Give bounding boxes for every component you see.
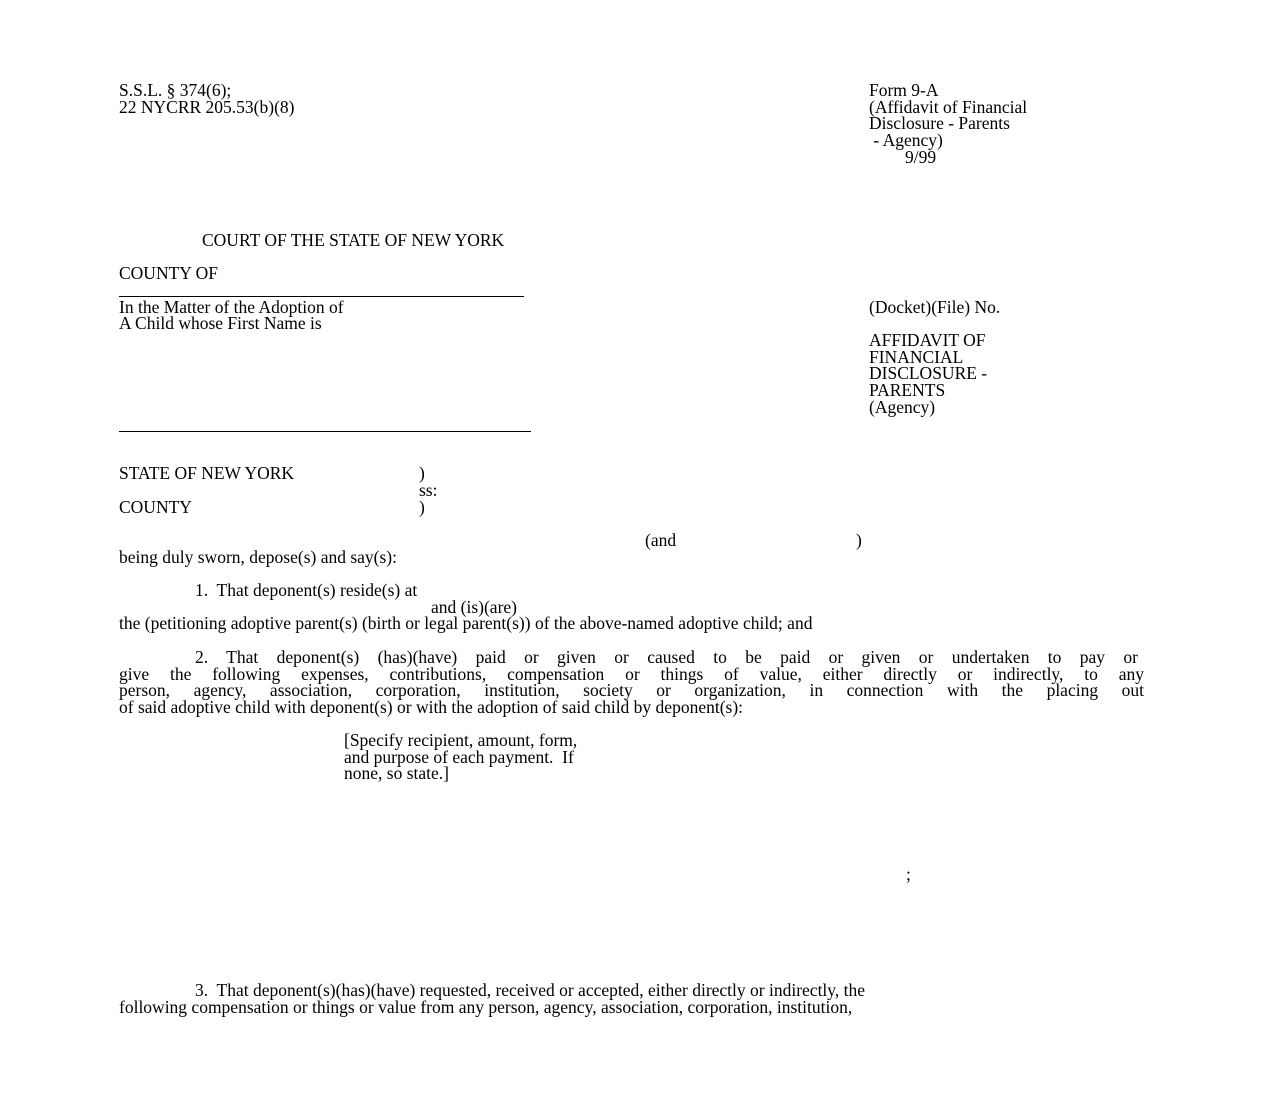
document-title-line: FINANCIAL [869, 347, 964, 367]
form-label-line: Disclosure - Parents [869, 113, 1010, 133]
docket-number-label: (Docket)(File) No. [869, 297, 1001, 317]
form-label-line: - Agency) [869, 130, 943, 150]
venue-ss: ss: [419, 480, 438, 500]
matter-line: In the Matter of the Adoption of [119, 297, 344, 317]
paragraph-line: and (is)(are) [431, 597, 517, 617]
citation-line: 22 NYCRR 205.53(b)(8) [119, 97, 295, 117]
document-title-line: PARENTS [869, 380, 946, 400]
instruction-line: and purpose of each payment. If [344, 747, 574, 767]
instruction-line: [Specify recipient, amount, form, [344, 730, 578, 750]
venue-paren: ) [419, 463, 425, 483]
form-label-line: Form 9-A [869, 80, 939, 100]
and-close: ) [856, 530, 862, 550]
paragraph-line: give the following expenses, contributions, compensation or things of value, either directly or indirectly, to any [119, 664, 1144, 684]
court-title: COURT OF THE STATE OF NEW YORK [202, 230, 505, 250]
venue-state: STATE OF NEW YORK [119, 463, 295, 483]
form-label-line: (Affidavit of Financial [869, 97, 1028, 117]
document-title-line: (Agency) [869, 397, 936, 417]
citation-line: S.S.L. § 374(6); [119, 80, 232, 100]
county-of-label: COUNTY OF [119, 263, 219, 283]
document-title-line: AFFIDAVIT OF [869, 330, 986, 350]
semicolon: ; [906, 864, 911, 884]
paragraph-line: the (petitioning adoptive parent(s) (birth or legal parent(s)) of the above-named adoptive child; and [119, 613, 813, 633]
instruction-line: none, so state.] [344, 763, 449, 783]
sworn-statement: being duly sworn, depose(s) and say(s): [119, 547, 398, 567]
venue-paren: ) [419, 497, 425, 517]
paragraph-line: of said adoptive child with deponent(s) or with the adoption of said child by deponent(s): [119, 697, 744, 717]
divider [119, 431, 531, 432]
paragraph-line: 3. That deponent(s)(has)(have) requested, received or accepted, either directly or indirectly, the [195, 980, 866, 1000]
form-date: 9/99 [905, 147, 937, 167]
paragraph-line: 2. That deponent(s) (has)(have) paid or given or caused to be paid or given or undertaken to pay or [195, 647, 1138, 667]
paragraph-line: following compensation or things or value from any person, agency, association, corporation, institution, [119, 997, 853, 1017]
paragraph-line: 1. That deponent(s) reside(s) at [195, 580, 418, 600]
venue-county: COUNTY [119, 497, 192, 517]
matter-line: A Child whose First Name is [119, 313, 322, 333]
and-open: (and [645, 530, 677, 550]
paragraph-line: person, agency, association, corporation, institution, society or organization, in connection with the placing out [119, 680, 1144, 700]
document-title-line: DISCLOSURE - [869, 363, 988, 383]
